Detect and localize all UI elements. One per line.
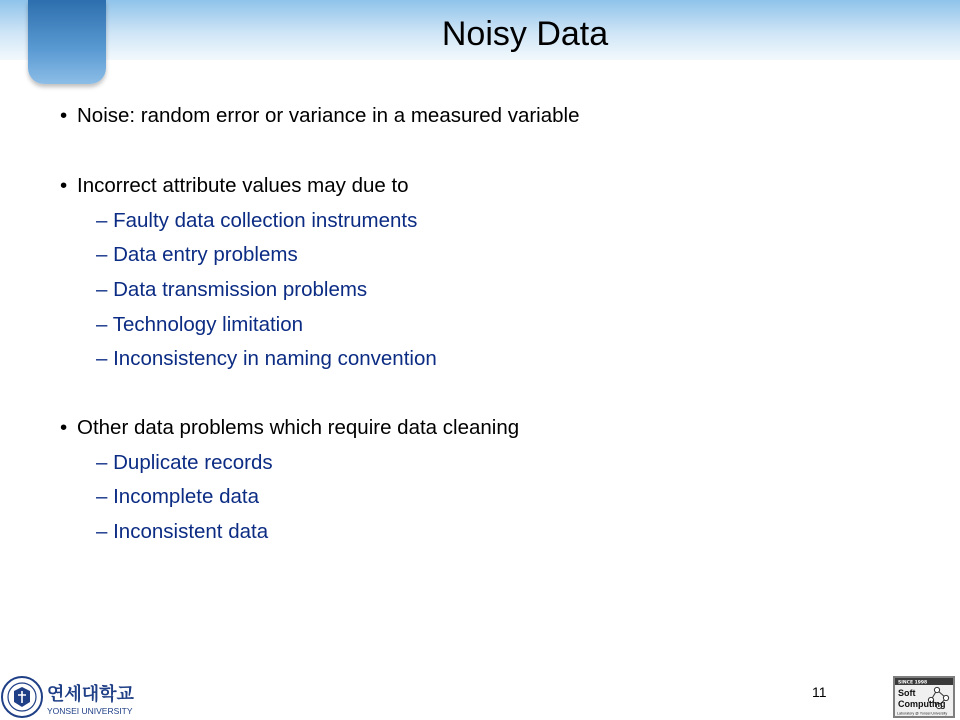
sub-bullet-item (96, 313, 303, 337)
slide-number: 11 (812, 684, 827, 700)
sub-bullet-item (96, 347, 437, 371)
slide-title: Noisy Data (441, 15, 609, 53)
bullet-text: Noise: random error or variance in a measured variable (77, 104, 580, 127)
dash-marker: – (96, 451, 108, 474)
bullet-marker: • (60, 416, 68, 439)
dash-marker: – (96, 209, 108, 232)
lab-word-computing: Computing (898, 699, 946, 709)
dash-marker: – (96, 347, 108, 370)
sub-bullet-item (96, 209, 417, 233)
sub-bullet-text: Technology limitation (112, 313, 304, 336)
university-seal-icon (2, 677, 42, 717)
sub-bullet-item (96, 485, 259, 509)
bullet-item (60, 174, 409, 198)
dash-marker: – (96, 520, 108, 543)
sub-bullet-item (96, 520, 268, 544)
sub-bullet-item (96, 451, 273, 475)
lab-since-text: SINCE 1998 (898, 680, 928, 686)
sub-bullet-text: Data transmission problems (113, 278, 368, 301)
sub-bullet-text: Data entry problems (113, 243, 298, 266)
dash-marker: – (96, 243, 108, 266)
university-english-name: YONSEI UNIVERSITY (47, 706, 133, 716)
lab-subtitle: Laboratory @ Yonsei University (897, 711, 948, 716)
bullet-marker: • (60, 174, 68, 197)
soft-computing-lab-logo (893, 676, 955, 718)
sub-bullet-text: Inconsistency in naming convention (113, 347, 437, 370)
dash-marker: – (96, 485, 108, 508)
bullet-text: Incorrect attribute values may due to (77, 174, 409, 197)
sub-bullet-text: Inconsistent data (113, 520, 269, 543)
sub-bullet-text: Faulty data collection instruments (113, 209, 418, 232)
bullet-item (60, 104, 579, 128)
sub-bullet-text: Duplicate records (113, 451, 273, 474)
sub-bullet-item (96, 278, 367, 302)
university-korean-name: 연세대학교 (47, 684, 134, 705)
dash-marker: – (96, 278, 108, 301)
yonsei-university-logo (0, 674, 180, 720)
sub-bullet-item (96, 243, 298, 267)
bullet-item (60, 416, 519, 440)
bullet-text: Other data problems which require data cleaning (77, 416, 520, 439)
lab-word-soft: Soft (898, 688, 916, 698)
sub-bullet-text: Incomplete data (113, 485, 259, 508)
bullet-marker: • (60, 104, 68, 127)
dash-marker: – (96, 313, 108, 336)
